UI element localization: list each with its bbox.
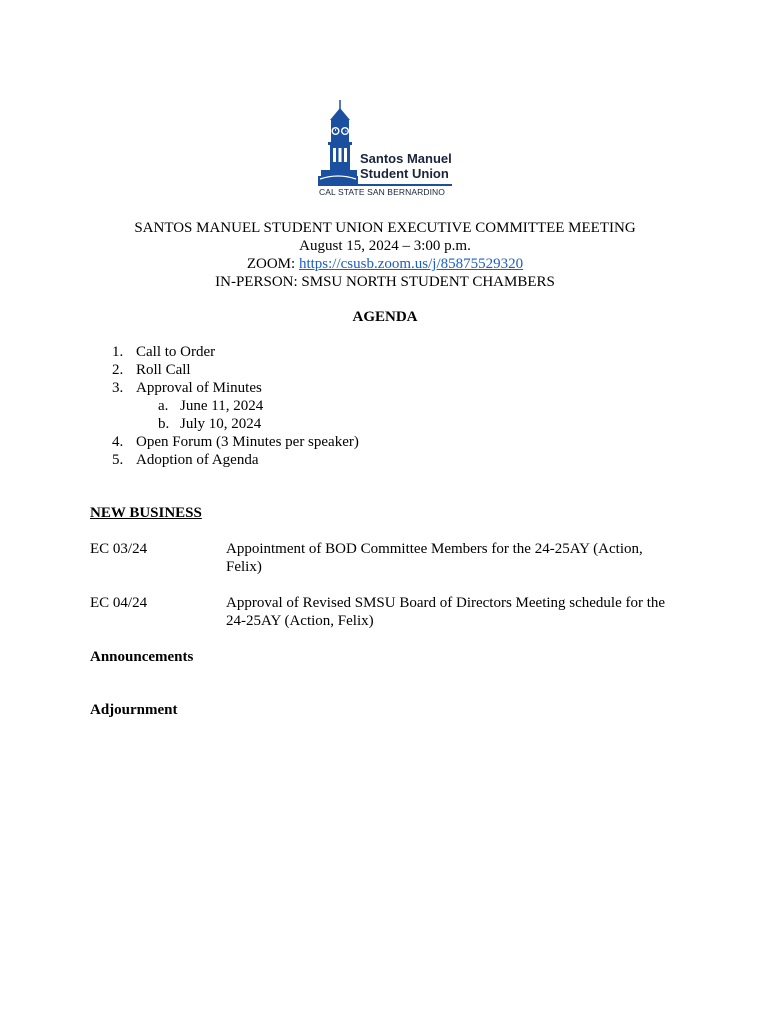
- agenda-item-text: Adoption of Agenda: [136, 452, 259, 468]
- agenda-item-number: 1.: [112, 344, 124, 360]
- in-person-location: IN-PERSON: SMSU NORTH STUDENT CHAMBERS: [215, 274, 555, 290]
- business-item-code: EC 03/24: [90, 541, 148, 557]
- agenda-item-text: Approval of Minutes: [136, 380, 262, 396]
- logo-subtitle: CAL STATE SAN BERNARDINO: [319, 187, 445, 197]
- agenda-item-number: 3.: [112, 380, 124, 396]
- agenda-subitem: [112, 397, 359, 415]
- smsu-logo: [318, 100, 458, 198]
- agenda-list: [112, 343, 359, 469]
- zoom-line: [0, 255, 770, 273]
- meeting-header: [0, 219, 770, 291]
- agenda-item-number: 4.: [112, 434, 124, 450]
- agenda-subitem-letter: a.: [158, 398, 169, 414]
- zoom-link[interactable]: https://csusb.zoom.us/j/85875529320: [298, 256, 524, 272]
- agenda-title: AGENDA: [352, 309, 418, 325]
- agenda-item-number: 5.: [112, 452, 124, 468]
- business-item-code: EC 04/24: [90, 595, 148, 611]
- business-item-text: Appointment of BOD Committee Members for the 24-25AY (Action, Felix): [226, 541, 643, 575]
- agenda-item-number: 2.: [112, 362, 124, 378]
- agenda-item: [112, 343, 359, 361]
- clock-tower-icon: [318, 100, 358, 186]
- agenda-item-text: Call to Order: [136, 344, 216, 360]
- agenda-item: [112, 451, 359, 469]
- logo-name-line2: Student Union: [360, 166, 449, 181]
- agenda-subitem: [112, 415, 359, 433]
- agenda-item-text: Open Forum (3 Minutes per speaker): [136, 434, 359, 450]
- new-business-heading: NEW BUSINESS: [90, 505, 202, 521]
- business-item-text: Approval of Revised SMSU Board of Directors Meeting schedule for the 24-25AY (Action, Felix): [226, 595, 666, 629]
- agenda-item: [112, 379, 359, 397]
- logo-name-line1: Santos Manuel: [360, 151, 452, 166]
- meeting-datetime: August 15, 2024 – 3:00 p.m.: [299, 238, 471, 254]
- announcements-heading: Announcements: [90, 649, 194, 665]
- agenda-item: [112, 361, 359, 379]
- agenda-subitem-letter: b.: [158, 416, 170, 432]
- agenda-subitem-text: June 11, 2024: [180, 398, 264, 414]
- agenda-item-text: Roll Call: [136, 362, 191, 378]
- meeting-title: SANTOS MANUEL STUDENT UNION EXECUTIVE COMMITTEE MEETING: [134, 220, 636, 236]
- agenda-item: [112, 433, 359, 451]
- logo-divider: [318, 184, 452, 186]
- zoom-label: ZOOM:: [246, 256, 299, 272]
- agenda-subitem-text: July 10, 2024: [180, 416, 262, 432]
- adjournment-heading: Adjournment: [90, 702, 178, 718]
